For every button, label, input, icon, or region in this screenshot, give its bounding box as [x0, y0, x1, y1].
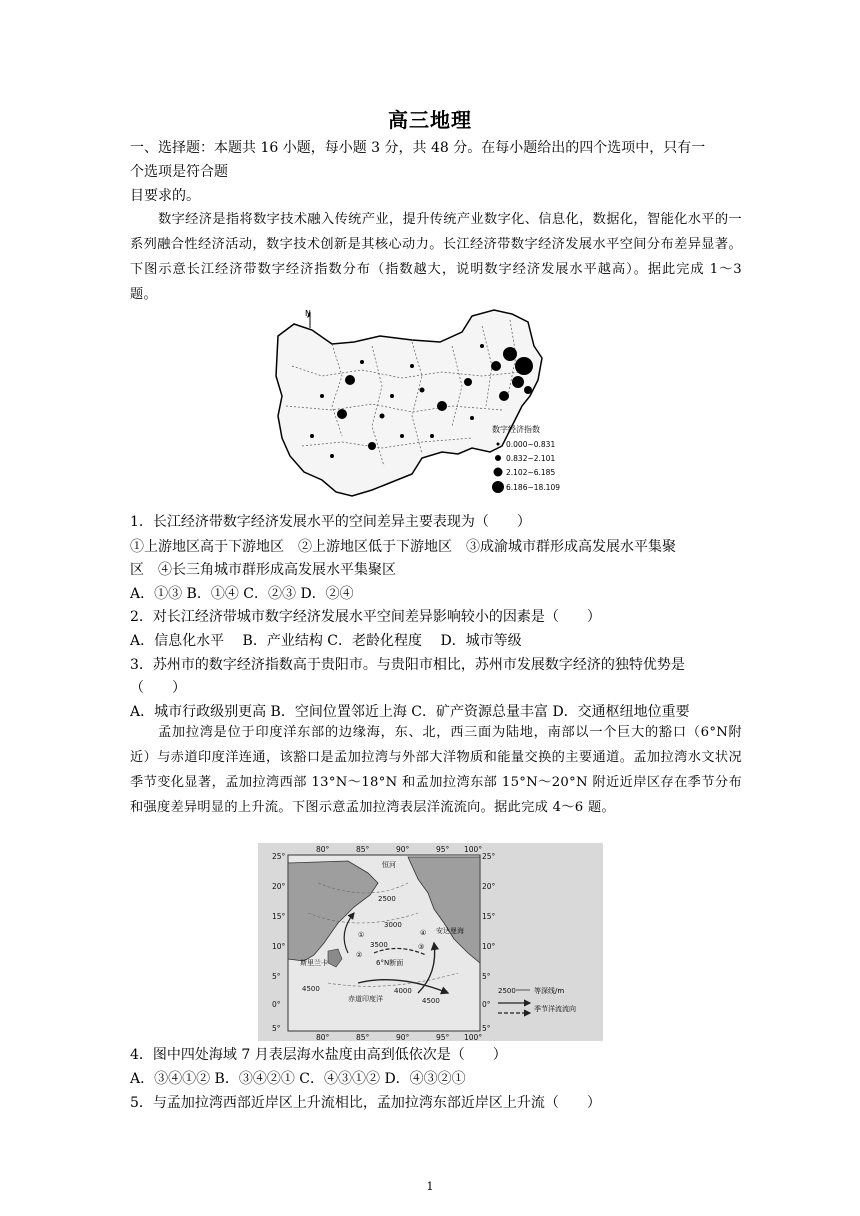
page-number: 1	[426, 1180, 434, 1193]
lon-label-3: 90°	[396, 845, 410, 854]
depth-label-2: 3000	[384, 921, 402, 929]
map-outline	[276, 310, 542, 496]
depth-label-5: 4500	[302, 985, 320, 993]
q4-choices: A．③④①② B．③④②① C．④③①② D．④③②①	[130, 1071, 466, 1087]
q4-stem: 4．图中四处海域 7 月表层海水盐度由高到低依次是（ ）	[130, 1047, 507, 1063]
lon-label-2: 85°	[356, 845, 370, 854]
lat-label-r6: 0°	[482, 1000, 491, 1009]
page-title: 高三地理	[388, 108, 472, 132]
lat-label-r3: 15°	[482, 912, 496, 921]
passage-digital-economy: 数字经济是指将数字技术融入传统产业，提升传统产业数字化、信息化，数据化，智能化水平的一系列融合性经济活动，数字技术创新是其核心动力。长江经济带数字经济发展水平空间分布差异显著。下图示意长江经济带数字经济指数分布（指数越大，说明数字经济发展水平越高）。据此完成 1～3 题。	[130, 212, 742, 302]
q5-stem: 5．与孟加拉湾西部近岸区上升流相比，孟加拉湾东部近岸区上升流（ ）	[130, 1095, 601, 1111]
bay-of-bengal-currents-map	[258, 843, 603, 1041]
passage-bay-of-bengal: 孟加拉湾是位于印度洋东部的边缘海，东、北，西三面为陆地，南部以一个巨大的豁口（6°N附近）与赤道印度洋连通，该豁口是孟加拉湾与外部大洋物质和能量交换的主要通道。孟加拉湾水文状况季节变化显著，孟加拉湾西部 13°N～18°N 和孟加拉湾东部 15°N～20°N 附近近岸区存在季节分布和强度差异明显的上升流。下图示意孟加拉湾表层洋流流向。据此完成 4～6 题。	[130, 725, 742, 815]
q3-choices: A．城市行政级别更高 B．空间位置邻近上海 C．矿产资源总量丰富 D．交通枢纽地位重要	[130, 704, 690, 720]
legend-depth-sample: 2500	[498, 987, 516, 995]
q2-choices: A．信息化水平 B．产业结构 C．老龄化程度 D．城市等级	[130, 633, 522, 649]
q1-choices: A．①③ B．①④ C．②③ D．②④	[130, 586, 354, 602]
lat-label-3: 15°	[272, 912, 286, 921]
legend-item-3: 2.102~6.185	[506, 468, 556, 477]
section-instruction-line2: 个选项是符合题	[130, 164, 228, 180]
legend-item-2: 0.832~2.101	[506, 454, 556, 463]
lon-label-1: 80°	[316, 845, 330, 854]
legend-item-1: 0.000~0.831	[506, 440, 556, 449]
lon-label-b3: 90°	[396, 1033, 410, 1041]
lon-label-b4: 95°	[436, 1033, 450, 1041]
lat-label-6: 0°	[272, 1000, 281, 1009]
lat-label-r4: 10°	[482, 942, 496, 951]
label-equatorial-indian-ocean: 赤道印度洋	[348, 995, 383, 1003]
north-arrow	[305, 309, 311, 328]
marker-1: ①	[358, 931, 365, 939]
legend-contour: 等深线/m	[534, 987, 565, 995]
lat-label-r7: 5°	[482, 1024, 491, 1033]
legend-current: 季节洋流流向	[534, 1005, 576, 1013]
marker-2: ②	[356, 951, 363, 959]
lon-label-4: 95°	[436, 845, 450, 854]
q1-stem: 1．长江经济带数字经济发展水平的空间差异主要表现为（ ）	[130, 514, 531, 530]
lon-label-b5: 100°	[464, 1033, 483, 1041]
lat-label-r1: 25°	[482, 852, 496, 861]
depth-label-3: 3500	[370, 941, 388, 949]
north-label: N	[305, 309, 311, 318]
q1-options-line1: ①上游地区高于下游地区 ②上游地区低于下游地区 ③成渝城市群形成高发展水平集聚	[130, 539, 676, 555]
depth-label-1: 2500	[378, 895, 396, 903]
lat-label-4: 10°	[272, 942, 286, 951]
q2-stem: 2．对长江经济带城市数字经济发展水平空间差异影响较小的因素是（ ）	[130, 609, 601, 625]
lat-label-r5: 5°	[482, 972, 491, 981]
legend-item-4: 6.186~18.109	[506, 483, 560, 492]
q1-options-line2: 区 ④长三角城市群形成高发展水平集聚区	[130, 562, 396, 578]
label-ganges: 恒河	[382, 861, 396, 869]
marker-4: ④	[420, 929, 427, 937]
lon-label-b1: 80°	[316, 1033, 330, 1041]
q3-stem: 3．苏州市的数字经济指数高于贵阳市。与贵阳市相比，苏州市发展数字经济的独特优势是	[130, 657, 685, 673]
lat-label-5: 5°	[272, 972, 281, 981]
marker-3: ③	[418, 943, 425, 951]
label-sri-lanka: 斯里兰卡	[300, 959, 328, 967]
label-6n-section: 6°N断面	[376, 959, 404, 967]
depth-label-4: 4000	[394, 987, 412, 995]
section-instruction-line3: 目要求的。	[130, 188, 200, 204]
q3-stem-bracket: （ ）	[130, 680, 186, 696]
section-instruction-line1: 一、选择题：本题共 16 小题，每小题 3 分，共 48 分。在每小题给出的四个选项中，只有一	[130, 140, 706, 156]
legend-title: 数字经济指数	[492, 425, 540, 434]
depth-label-6: 4500	[422, 997, 440, 1005]
lon-label-b2: 85°	[356, 1033, 370, 1041]
lon-label-5: 100°	[464, 845, 483, 854]
lat-label-1: 25°	[272, 852, 286, 861]
label-andaman-sea: 安达曼海	[436, 927, 464, 935]
lat-label-2: 20°	[272, 882, 286, 891]
lat-label-r2: 20°	[482, 882, 496, 891]
yangtze-digital-economy-map	[272, 306, 584, 506]
lat-label-7: 5°	[272, 1024, 281, 1033]
